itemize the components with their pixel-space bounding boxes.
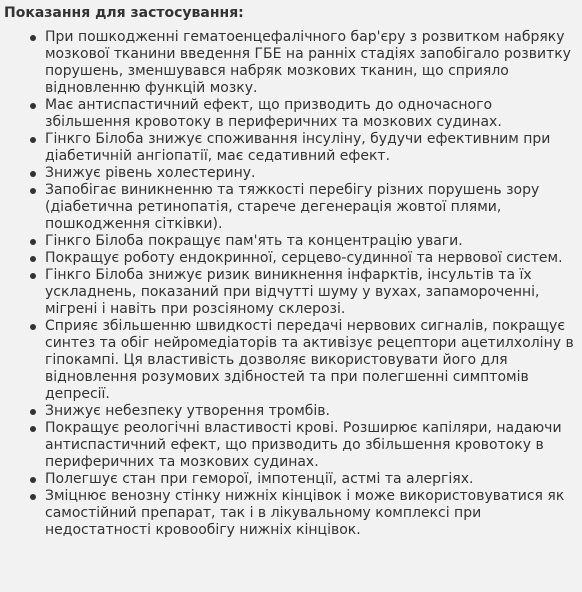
list-item: Запобігає виникненню та тяжкості перебігу різних порушень зору (діабетична ретинопатія, старече дегенерація жовтої плями, пошкодження сітківки). [4, 182, 574, 233]
list-item: Гінкго Білоба знижує споживання інсуліну, будучи ефективним при діабетичній ангіопатії, має седативний ефект. [4, 131, 574, 165]
list-item: Полегшує стан при геморої, імпотенції, астмі та алергіях. [4, 471, 574, 488]
list-item: Гінкго Білоба покращує пам'ять та концентрацію уваги. [4, 233, 574, 250]
list-item: Знижує рівень холестерину. [4, 165, 574, 182]
list-item: Має антиспастичний ефект, що призводить до одночасного збільшення кровотоку в периферичних та мозкових судинах. [4, 97, 574, 131]
list-item: При пошкодженні гематоенцефалічного бар'єру з розвитком набряку мозкової тканини введення ГБЕ на ранніх стадіях запобігало розвитку порушень, зменшувався набряк мозкових тканин, що сприяло відновленню функцій мозку. [4, 29, 574, 97]
list-item: Знижує небезпеку утворення тромбів. [4, 403, 574, 420]
list-item: Покращує роботу ендокринної, серцево-судинної та нервової систем. [4, 250, 574, 267]
list-item: Сприяє збільшенню швидкості передачі нервових сигналів, покращує синтез та обіг нейромедіаторів та активізує рецептори ацетилхоліну в гіпокампі. Ця властивість дозволяє використовувати його для відновлення розумових здібностей та при полегшенні симптомів депресії. [4, 318, 574, 403]
list-item: Покращує реологічні властивості крові. Розширює капіляри, надаючи антиспастичний ефект, що призводить до збільшення кровотоку в периферичних та мозкових судинах. [4, 420, 574, 471]
list-item: Зміцнює венозну стінку нижніх кінцівок і може використовуватися як самостійний препарат, так і в лікувальному комплексі при недостатності кровообігу нижніх кінцівок. [4, 488, 574, 539]
list-item: Гінкго Білоба знижує ризик виникнення інфарктів, інсультів та їх ускладнень, показаний при відчутті шуму у вухах, запамороченні, мігрені і навіть при розсіяному склерозі. [4, 267, 574, 318]
indications-list [4, 29, 574, 539]
section-title: Показання для застосування: [4, 5, 244, 21]
